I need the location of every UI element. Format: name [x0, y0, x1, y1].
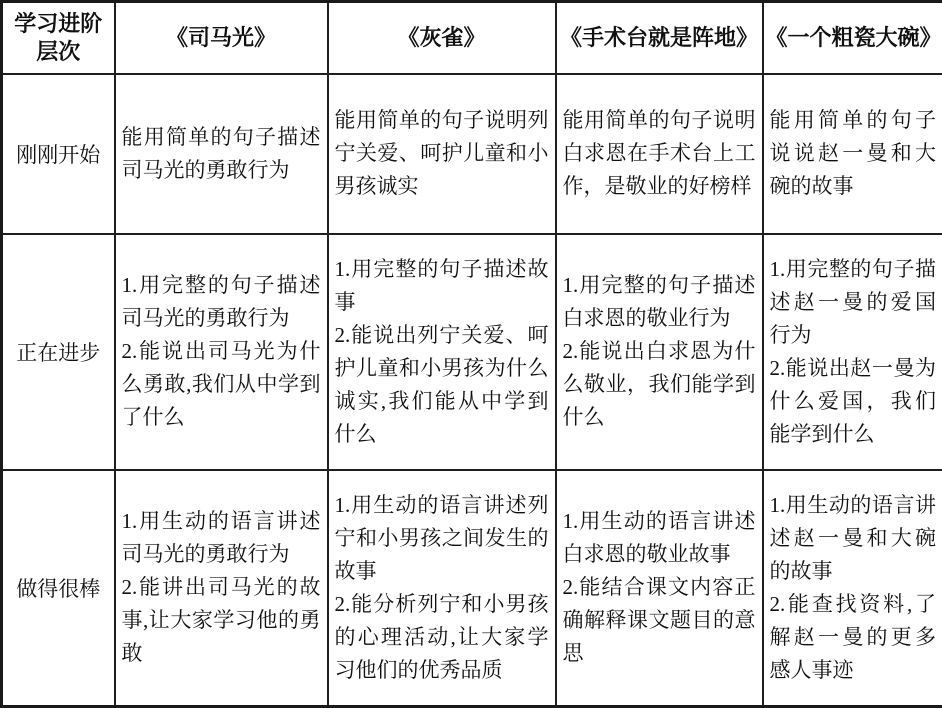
- cell-started-shoushutai: [556, 74, 763, 234]
- cell-paragraph: 2.能说出白求恩为什么敬业，我们能学到什么: [563, 335, 756, 434]
- level-label-great: 做得很棒: [2, 470, 115, 707]
- level-label-progress: 正在进步: [2, 234, 115, 470]
- cell-paragraph: 1.用完整的句子描述故事: [335, 253, 549, 319]
- cell-paragraph: 2.能查找资料,了解赵一曼的更多感人事迹: [770, 588, 937, 687]
- table-row-great: [2, 470, 942, 707]
- cell-great-shoushutai: [556, 470, 763, 707]
- cell-paragraph: 1.用生动的语言讲述列宁和小男孩之间发生的故事: [335, 489, 549, 588]
- cell-paragraph: 能用简单的句子说明列宁关爱、呵护儿童和小男孩诚实: [335, 104, 549, 203]
- table-row-progress: [2, 234, 942, 470]
- cell-paragraph: 能用简单的句子说说赵一曼和大碗的故事: [770, 104, 937, 203]
- header-cell-simaguang: 《司马光》: [115, 2, 328, 74]
- cell-great-huique: [328, 470, 556, 707]
- header-cell-huique: 《灰雀》: [328, 2, 556, 74]
- cell-paragraph: 2.能说出列宁关爱、呵护儿童和小男孩为什么诚实,我们能从中学到什么: [335, 319, 549, 451]
- cell-progress-shoushutai: [556, 234, 763, 470]
- header-cell-shoushutai: 《手术台就是阵地》: [556, 2, 763, 74]
- cell-started-cucidawan: [763, 74, 942, 234]
- cell-paragraph: 1.用生动的语言讲述白求恩的敬业故事: [563, 505, 756, 571]
- cell-paragraph: 1.用完整的句子描述司马光的勇敢行为: [122, 269, 321, 335]
- header-levels-line1: 学习进阶: [5, 10, 112, 38]
- cell-paragraph: 能用简单的句子说明白求恩在手术台上工作，是敬业的好榜样: [563, 104, 756, 203]
- cell-paragraph: 2.能讲出司马光的故事,让大家学习他的勇敢: [122, 571, 321, 670]
- cell-paragraph: 2.能结合课文内容正确解释课文题目的意思: [563, 571, 756, 670]
- cell-great-cucidawan: [763, 470, 942, 707]
- cell-progress-huique: [328, 234, 556, 470]
- cell-paragraph: 1.用生动的语言讲述司马光的勇敢行为: [122, 505, 321, 571]
- cell-paragraph: 2.能说出赵一曼为什么爱国，我们能学到什么: [770, 352, 937, 451]
- cell-paragraph: 2.能分析列宁和小男孩的心理活动,让大家学习他们的优秀品质: [335, 588, 549, 687]
- level-label-started: 刚刚开始: [2, 74, 115, 234]
- cell-progress-simaguang: [115, 234, 328, 470]
- cell-progress-cucidawan: [763, 234, 942, 470]
- cell-started-huique: [328, 74, 556, 234]
- header-levels-line2: 层次: [5, 38, 112, 66]
- cell-paragraph: 1.用完整的句子描述赵一曼的爱国行为: [770, 253, 937, 352]
- header-row: [2, 2, 942, 74]
- cell-paragraph: 能用简单的句子描述司马光的勇敢行为: [122, 121, 321, 187]
- cell-great-simaguang: [115, 470, 328, 707]
- header-cell-levels: [2, 2, 115, 74]
- header-cell-cucidawan: 《一个粗瓷大碗》: [763, 2, 942, 74]
- cell-paragraph: 1.用完整的句子描述白求恩的敬业行为: [563, 269, 756, 335]
- cell-started-simaguang: [115, 74, 328, 234]
- table-row-started: [2, 74, 942, 234]
- cell-paragraph: 1.用生动的语言讲述赵一曼和大碗的故事: [770, 489, 937, 588]
- cell-paragraph: 2.能说出司马光为什么勇敢,我们从中学到了什么: [122, 335, 321, 434]
